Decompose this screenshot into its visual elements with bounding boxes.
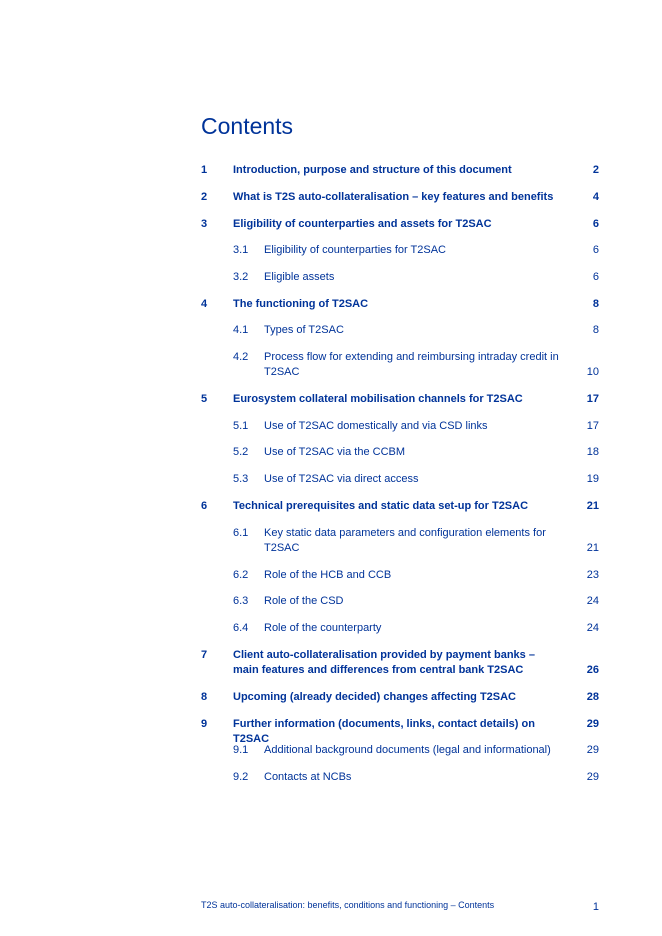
toc-entry-number: 9.1 xyxy=(233,744,249,756)
toc-entry-number: 3.1 xyxy=(233,244,249,256)
toc-entry-page[interactable]: 21 xyxy=(586,542,599,554)
toc-entry-title[interactable]: Eligibility of counterparties and assets for T2SAC xyxy=(233,218,492,230)
toc-entry-page[interactable]: 8 xyxy=(592,298,599,310)
toc-entry-title[interactable]: Upcoming (already decided) changes affecting T2SAC xyxy=(233,691,517,703)
toc-entry-title[interactable]: Eligible assets xyxy=(264,271,335,283)
toc-entry-page[interactable]: 29 xyxy=(586,771,599,783)
toc-entry-title[interactable]: Technical prerequisites and static data set-up for T2SAC xyxy=(233,500,529,512)
toc-entry-title[interactable]: Use of T2SAC via direct access xyxy=(264,473,419,485)
toc-entry-title[interactable]: Contacts at NCBs xyxy=(264,771,352,783)
toc-entry-page[interactable]: 29 xyxy=(586,718,599,730)
toc-entry-page[interactable]: 28 xyxy=(586,691,599,703)
toc-entry-page[interactable]: 2 xyxy=(592,164,599,176)
toc-entry-page[interactable]: 19 xyxy=(586,473,599,485)
toc-entry-number: 2 xyxy=(201,191,208,203)
toc-entry-title[interactable]: What is T2S auto-collateralisation – key features and benefits xyxy=(233,191,554,203)
toc-entry-number: 7 xyxy=(201,649,208,661)
toc-entry-number: 4.2 xyxy=(233,351,249,363)
toc-entry-number: 6.1 xyxy=(233,527,249,539)
toc-entry-page[interactable]: 17 xyxy=(586,420,599,432)
toc-entry-title[interactable]: Process flow for extending and reimbursing intraday credit in T2SAC xyxy=(264,351,559,378)
toc-entry-page[interactable]: 18 xyxy=(586,446,599,458)
toc-entry-page[interactable]: 21 xyxy=(586,500,599,512)
toc-entry-title[interactable]: Use of T2SAC via the CCBM xyxy=(264,446,406,458)
footer-page-number: 1 xyxy=(592,901,599,913)
toc-entry-number: 9.2 xyxy=(233,771,249,783)
toc-entry-number: 5.2 xyxy=(233,446,249,458)
toc-entry-page[interactable]: 17 xyxy=(586,393,599,405)
toc-entry-title[interactable]: Types of T2SAC xyxy=(264,324,344,336)
toc-entry-title[interactable]: Eurosystem collateral mobilisation channels for T2SAC xyxy=(233,393,523,405)
toc-entry-title[interactable]: Role of the counterparty xyxy=(264,622,382,634)
page-title: Contents xyxy=(201,113,294,139)
toc-entry-page[interactable]: 26 xyxy=(586,664,599,676)
toc-entry-title[interactable]: Additional background documents (legal and informational) xyxy=(264,744,551,756)
toc-entry-number: 6.4 xyxy=(233,622,249,634)
toc-entry-page[interactable]: 8 xyxy=(592,324,599,336)
toc-entry-number: 6.3 xyxy=(233,595,249,607)
toc-entry-number: 1 xyxy=(201,164,208,176)
toc-entry-number: 9 xyxy=(201,718,208,730)
toc-entry-number: 8 xyxy=(201,691,208,703)
toc-entry-page[interactable]: 24 xyxy=(586,595,599,607)
toc-entry-title[interactable]: Client auto-collateralisation provided by payment banks – main features and differences from central bank T2SAC xyxy=(233,649,535,676)
toc-entry-number: 6.2 xyxy=(233,569,249,581)
toc-entry-title[interactable]: Introduction, purpose and structure of this document xyxy=(233,164,512,176)
toc-entry-number: 3.2 xyxy=(233,271,249,283)
toc-entry-page[interactable]: 24 xyxy=(586,622,599,634)
toc-entry-number: 3 xyxy=(201,218,208,230)
toc-entry-number: 5.1 xyxy=(233,420,249,432)
toc-entry-number: 4 xyxy=(201,298,208,310)
toc-entry-page[interactable]: 23 xyxy=(586,569,599,581)
toc-entry-page[interactable]: 6 xyxy=(592,271,599,283)
toc-entry-title[interactable]: Use of T2SAC domestically and via CSD links xyxy=(264,420,488,432)
toc-entry-page[interactable]: 29 xyxy=(586,744,599,756)
toc-entry-number: 6 xyxy=(201,500,208,512)
footer-running-title: T2S auto-collateralisation: benefits, conditions and functioning – Contents xyxy=(201,900,495,910)
toc-entry-number: 4.1 xyxy=(233,324,249,336)
toc-entry-page[interactable]: 6 xyxy=(592,218,599,230)
toc-entry-page[interactable]: 6 xyxy=(592,244,599,256)
toc-entry-page[interactable]: 4 xyxy=(592,191,599,203)
toc-entry-title[interactable]: Role of the CSD xyxy=(264,595,344,607)
toc-entry-page[interactable]: 10 xyxy=(586,366,599,378)
toc-entry-title[interactable]: Eligibility of counterparties for T2SAC xyxy=(264,244,446,256)
toc-entry-title[interactable]: Role of the HCB and CCB xyxy=(264,569,392,581)
toc-entry-title[interactable]: The functioning of T2SAC xyxy=(233,298,369,310)
toc-entry-title[interactable]: Further information (documents, links, contact details) on T2SAC xyxy=(233,718,535,745)
toc-entry-number: 5.3 xyxy=(233,473,249,485)
toc-entry-number: 5 xyxy=(201,393,208,405)
toc-entry-title[interactable]: Key static data parameters and configuration elements for T2SAC xyxy=(264,527,546,554)
